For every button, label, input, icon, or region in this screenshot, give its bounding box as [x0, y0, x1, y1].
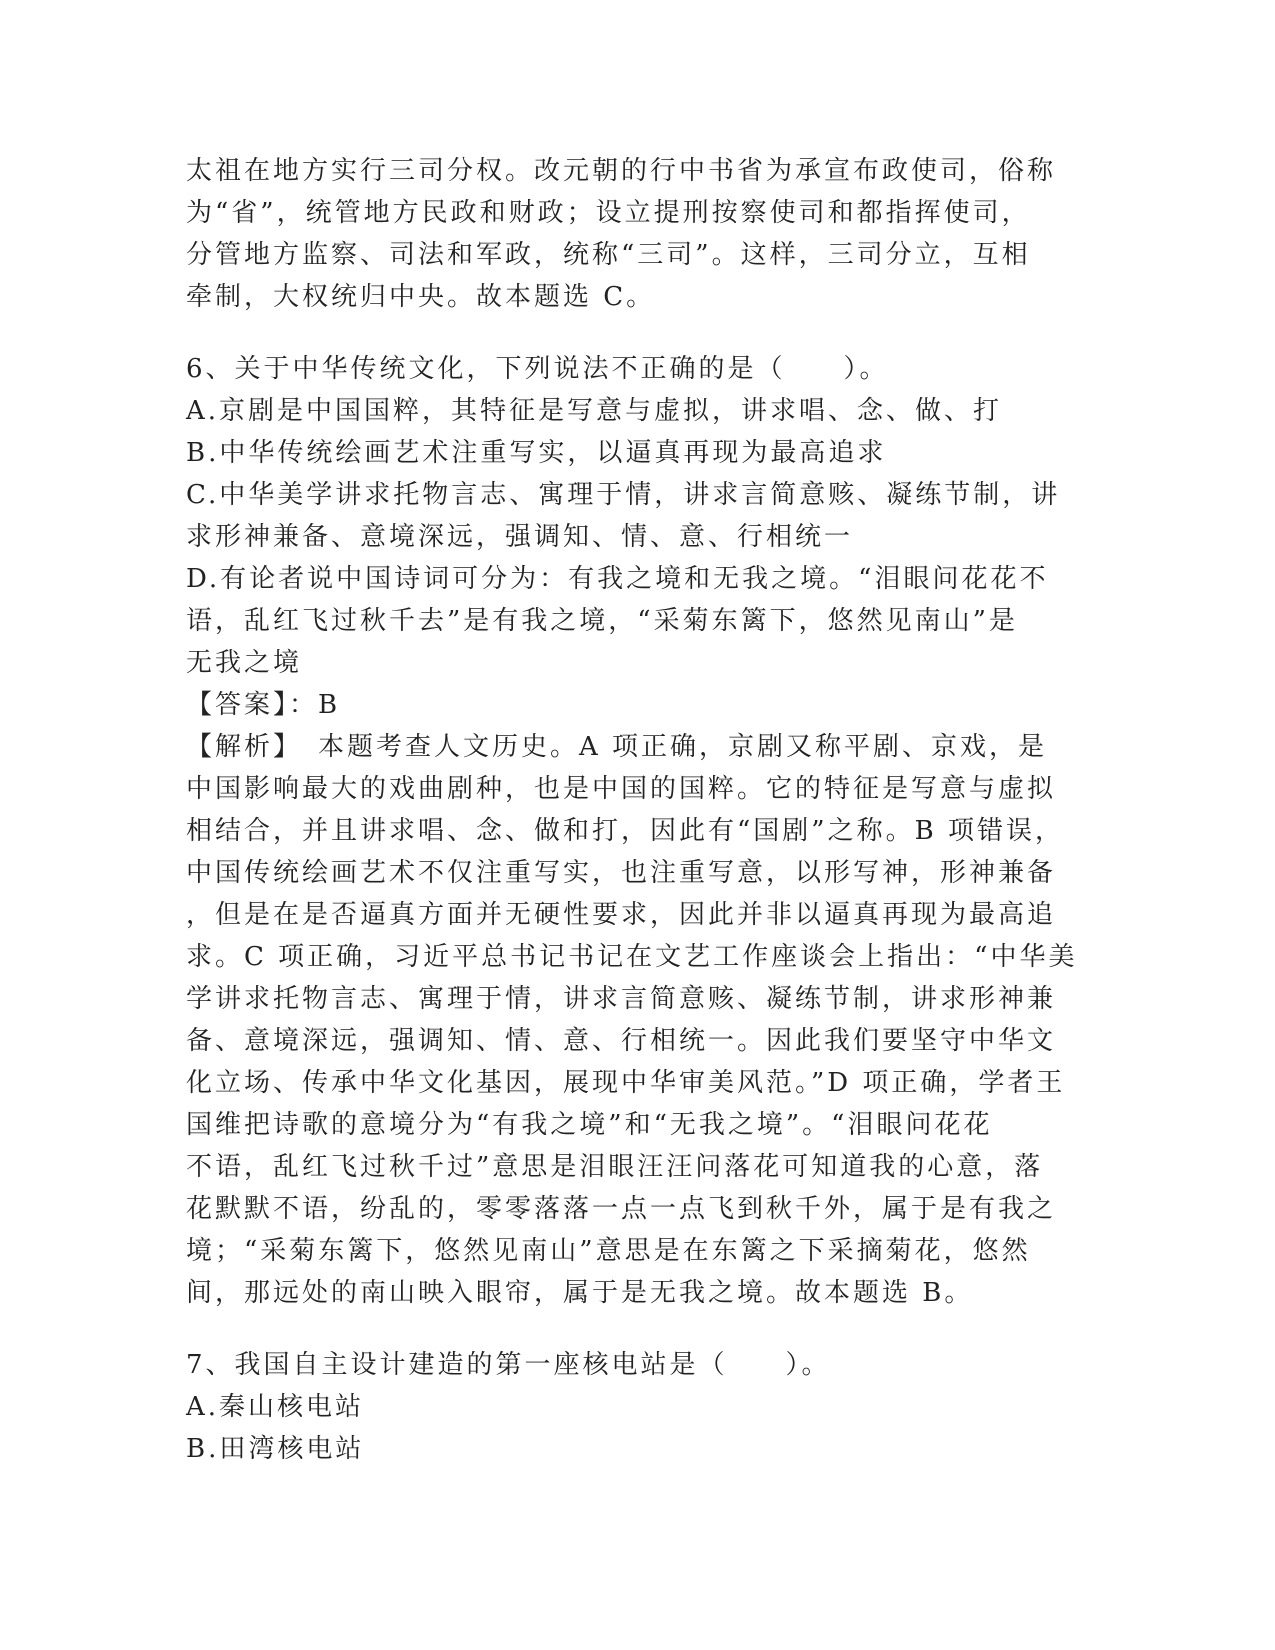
- spacer: [186, 318, 1086, 348]
- explanation-line: ，但是在是否逼真方面并无硬性要求，因此并非以逼真再现为最高追: [186, 900, 1057, 930]
- explanation-line: 化立场、传承中华文化基因，展现中华审美风范。”D 项正确，学者王: [186, 1068, 1066, 1098]
- option-a: A.京剧是中国国粹，其特征是写意与虚拟，讲求唱、念、做、打: [186, 396, 1003, 426]
- explanation-line: 花默默不语，纷乱的，零零落落一点一点飞到秋千外，属于是有我之: [186, 1194, 1057, 1224]
- option-c-line: 求形神兼备、意境深远，强调知、情、意、行相统一: [186, 522, 854, 552]
- option-d-line: 无我之境: [186, 648, 303, 678]
- explanation-line: 中国传统绘画艺术不仅注重写实，也注重写意，以形写神，形神兼备: [186, 858, 1057, 888]
- explanation-line: 求。C 项正确，习近平总书记书记在文艺工作座谈会上指出：“中华美: [186, 942, 1078, 972]
- text-line: 为“省”，统管地方民政和财政；设立提刑按察使司和都指挥使司，: [186, 198, 1031, 228]
- explanation-line: 中国影响最大的戏曲剧种，也是中国的国粹。它的特征是写意与虚拟: [186, 774, 1057, 804]
- option-d-line: D.有论者说中国诗词可分为：有我之境和无我之境。“泪眼问花花不: [186, 564, 1049, 594]
- text-line: 分管地方监察、司法和军政，统称“三司”。这样，三司分立，互相: [186, 240, 1031, 270]
- explanation-line: 备、意境深远，强调知、情、意、行相统一。因此我们要坚守中华文: [186, 1026, 1057, 1056]
- spacer: [186, 1314, 1086, 1344]
- question-stem: 6、关于中华传统文化，下列说法不正确的是（ ）。: [186, 354, 889, 384]
- option-d-line: 语，乱红飞过秋千去”是有我之境，“采菊东篱下，悠然见南山”是: [186, 606, 1018, 636]
- explanation-line: 相结合，并且讲求唱、念、做和打，因此有“国剧”之称。B 项错误，: [186, 816, 1064, 846]
- option-a: A.秦山核电站: [186, 1392, 365, 1422]
- q5-explanation-tail: [186, 150, 1086, 318]
- option-b: B.田湾核电站: [186, 1434, 365, 1464]
- option-b: B.中华传统绘画艺术注重写实，以逼真再现为最高追求: [186, 438, 887, 468]
- option-c-line: C.中华美学讲求托物言志、寓理于情，讲求言简意赅、凝练节制，讲: [186, 480, 1061, 510]
- question-7: [186, 1344, 1086, 1470]
- text-line: 牵制，大权统归中央。故本题选 C。: [186, 282, 656, 312]
- explanation-line: 【解析】 本题考查人文历史。A 项正确，京剧又称平剧、京戏，是: [186, 732, 1048, 762]
- explanation-line: 间，那远处的南山映入眼帘，属于是无我之境。故本题选 B。: [186, 1278, 974, 1308]
- explanation-line: 学讲求托物言志、寓理于情，讲求言简意赅、凝练节制，讲求形神兼: [186, 984, 1057, 1014]
- page-content: [186, 150, 1086, 1470]
- explanation-line: 境；“采菊东篱下，悠然见南山”意思是在东篱之下采摘菊花，悠然: [186, 1236, 1031, 1266]
- answer: 【答案】：B: [186, 690, 341, 720]
- question-6: [186, 348, 1086, 1314]
- explanation-line: 不语，乱红飞过秋千过”意思是泪眼汪汪问落花可知道我的心意，落: [186, 1152, 1044, 1182]
- explanation-line: 国维把诗歌的意境分为“有我之境”和“无我之境”。“泪眼问花花: [186, 1110, 993, 1140]
- text-line: 太祖在地方实行三司分权。改元朝的行中书省为承宣布政使司，俗称: [186, 156, 1057, 186]
- question-stem: 7、我国自主设计建造的第一座核电站是（ ）。: [186, 1350, 831, 1380]
